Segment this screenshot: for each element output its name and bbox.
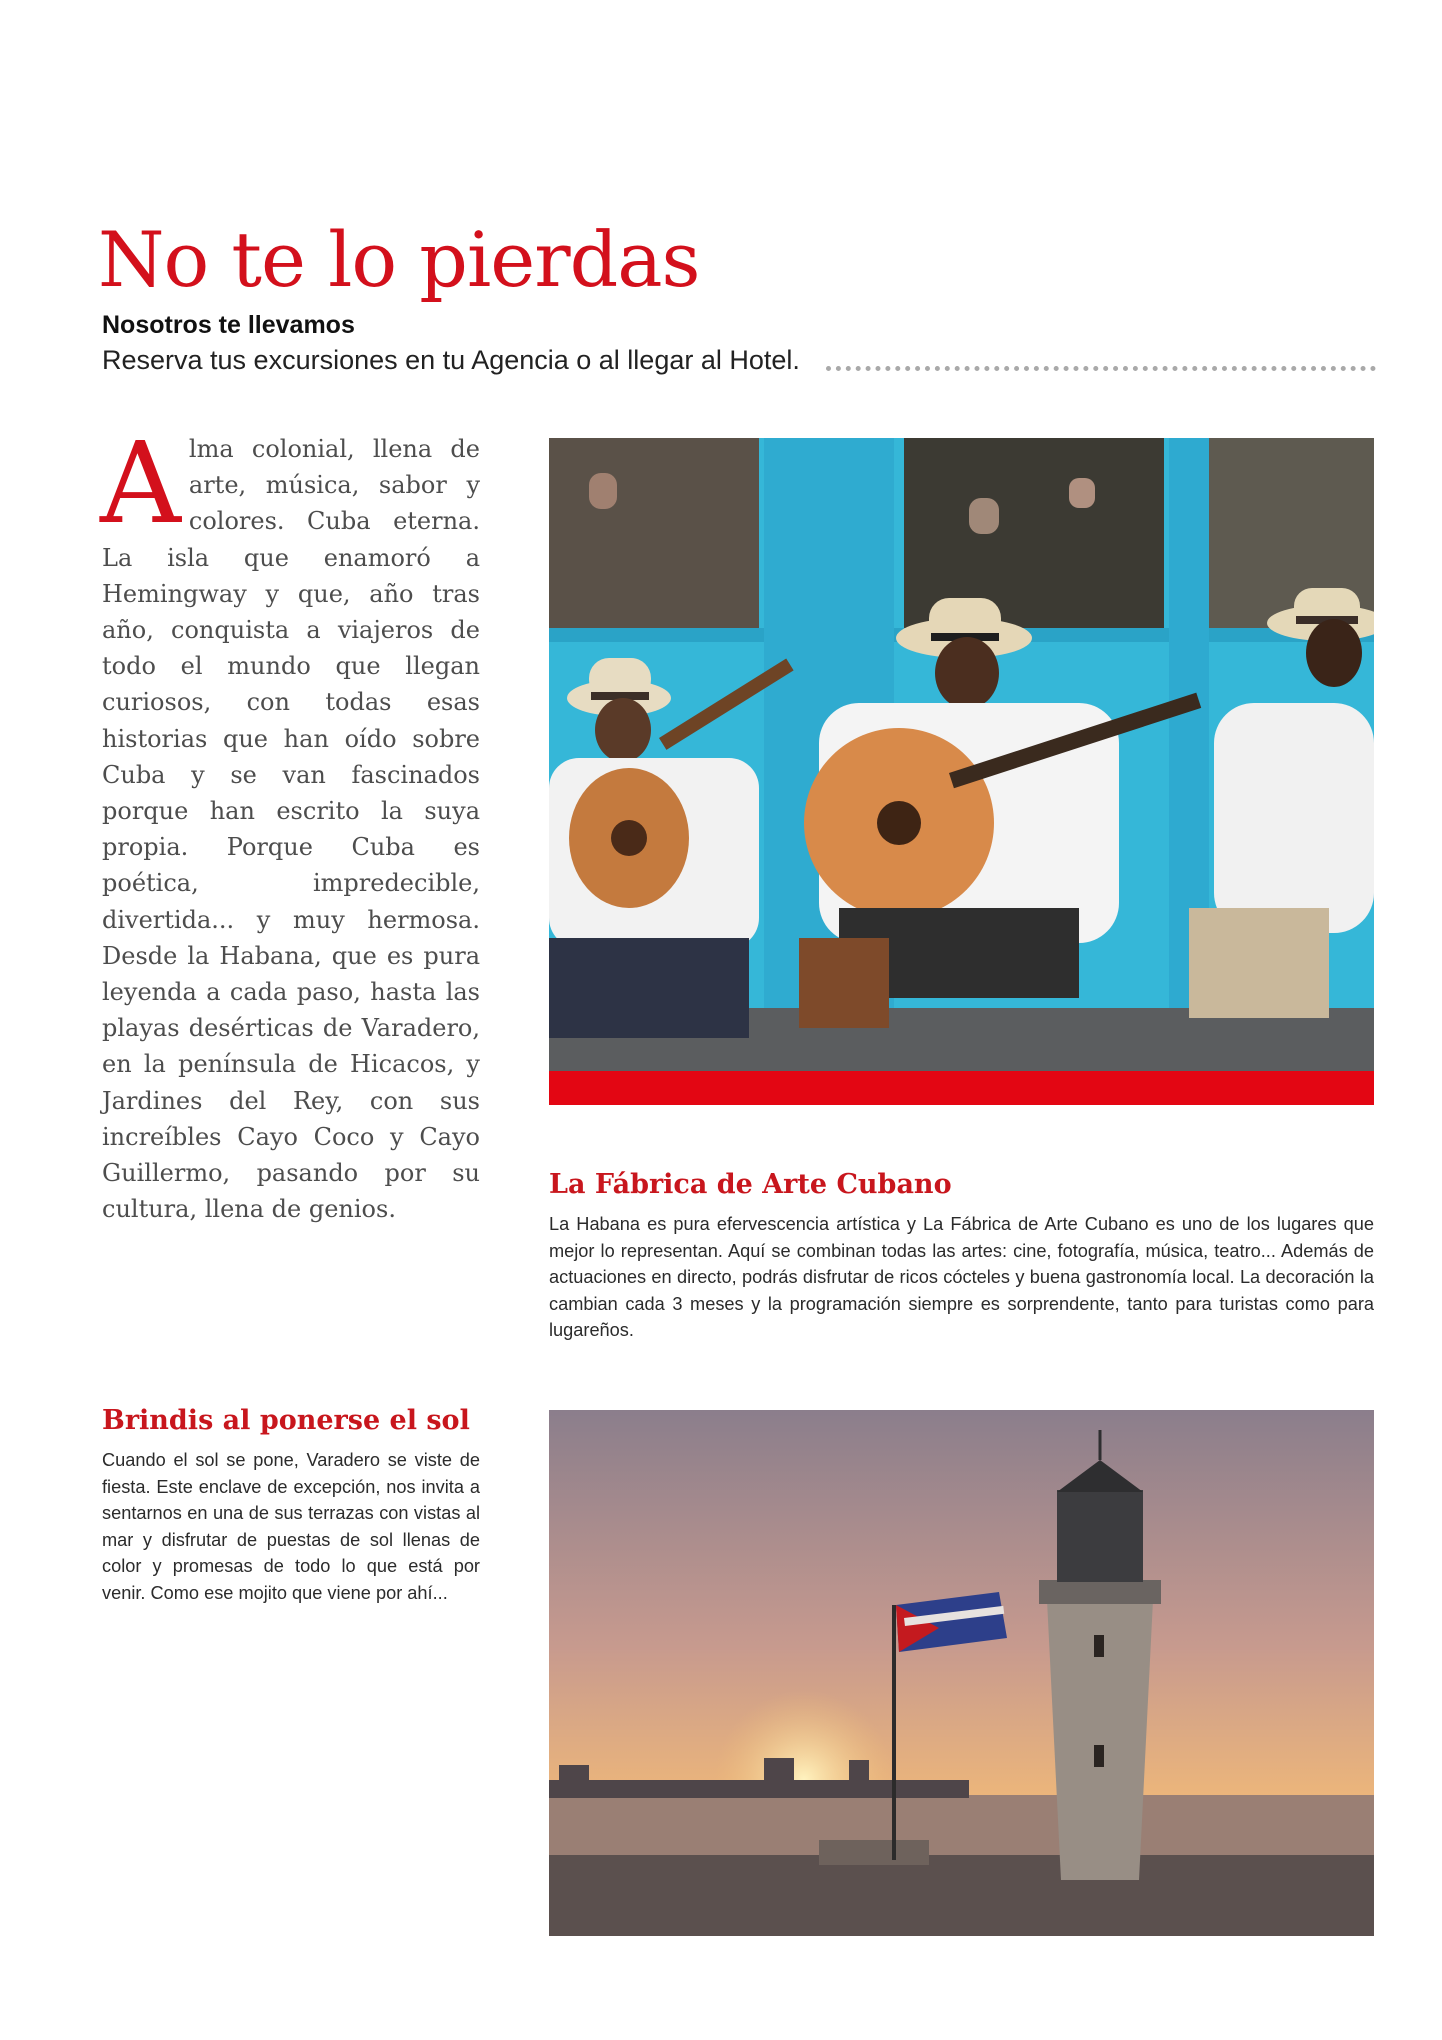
drop-cap: A	[100, 419, 181, 549]
page-title: No te lo pierdas	[98, 215, 700, 304]
fabrica-text: La Habana es pura efervescencia artística y La Fábrica de Arte Cubano es uno de los lugares que mejor lo representan. Aquí se combinan todas las artes: cine, fotografía, música, teatro... Además de actuaciones en directo, podrás disfrutar de ricos cócteles y buena gastronomía local. La decoración la cambian cada 3 meses y la programación siempre es sorprendente, tanto para turistas como para lugareños.	[549, 1214, 1374, 1341]
page-subtitle: Nosotros te llevamos	[102, 311, 355, 339]
musicians-photo	[549, 438, 1374, 1071]
intro-text: lma colonial, llena de arte, música, sabor y colores. Cuba eterna. La isla que enamoró a Hemingway y que, año tras año, conquista a viajeros de todo el mundo que llegan curiosos, con todas esas historias que han oído sobre Cuba y se van fascinados porque han escrito la suya propia. Porque Cuba es poética, impredecible, divertida... y muy hermosa. Desde la Habana, que es pura leyenda a cada paso, hasta las playas desérticas de Varadero, en la península de Hicacos, y Jardines del Rey, con sus increíbles Cayo Coco y Cayo Guillermo, pasando por su cultura, llena de genios.	[102, 435, 480, 1224]
dotted-divider	[826, 366, 1376, 371]
fabrica-title: La Fábrica de Arte Cubano	[549, 1169, 952, 1200]
lighthouse-photo	[549, 1410, 1374, 1936]
brindis-title: Brindis al ponerse el sol	[102, 1405, 470, 1436]
intro-paragraph	[100, 419, 480, 1227]
brindis-text: Cuando el sol se pone, Varadero se viste de fiesta. Este enclave de excepción, nos invita a sentarnos en una de sus terrazas con vistas al mar y disfrutar de puestas de sol llenas de color y promesas de todo lo que está por venir. Como ese mojito que viene por ahí...	[102, 1450, 480, 1603]
accent-bar	[549, 1071, 1374, 1105]
page-tagline: Reserva tus excursiones en tu Agencia o al llegar al Hotel.	[102, 345, 800, 375]
